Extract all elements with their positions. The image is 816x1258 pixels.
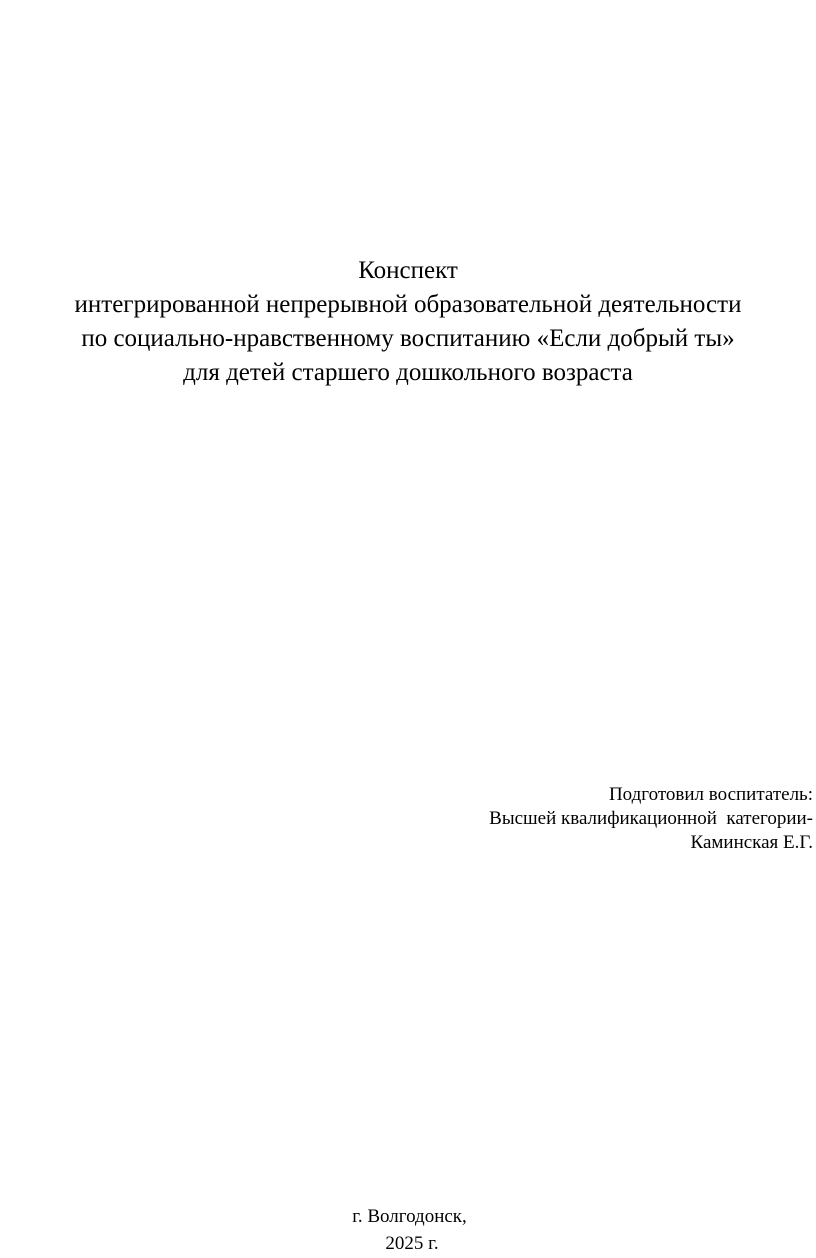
title-line-1: Конспект bbox=[358, 257, 458, 284]
title-line-4: для детей старшего дошкольного возраста bbox=[183, 359, 633, 386]
city: г. Волгодонск, bbox=[352, 1206, 467, 1227]
year: 2025 г. bbox=[385, 1233, 439, 1254]
author-name: Каминская Е.Г. bbox=[690, 832, 813, 853]
document-title bbox=[0, 254, 816, 390]
author-role: Подготовил воспитатель: bbox=[608, 784, 813, 805]
title-line-3: по социально-нравственному воспитанию «Если добрый ты» bbox=[81, 325, 735, 352]
author-info bbox=[489, 783, 813, 855]
author-qualification: Высшей квалификационной категории- bbox=[489, 808, 813, 829]
place-and-year bbox=[0, 1203, 816, 1257]
title-line-2: интегрированной непрерывной образовательной деятельности bbox=[74, 291, 742, 318]
